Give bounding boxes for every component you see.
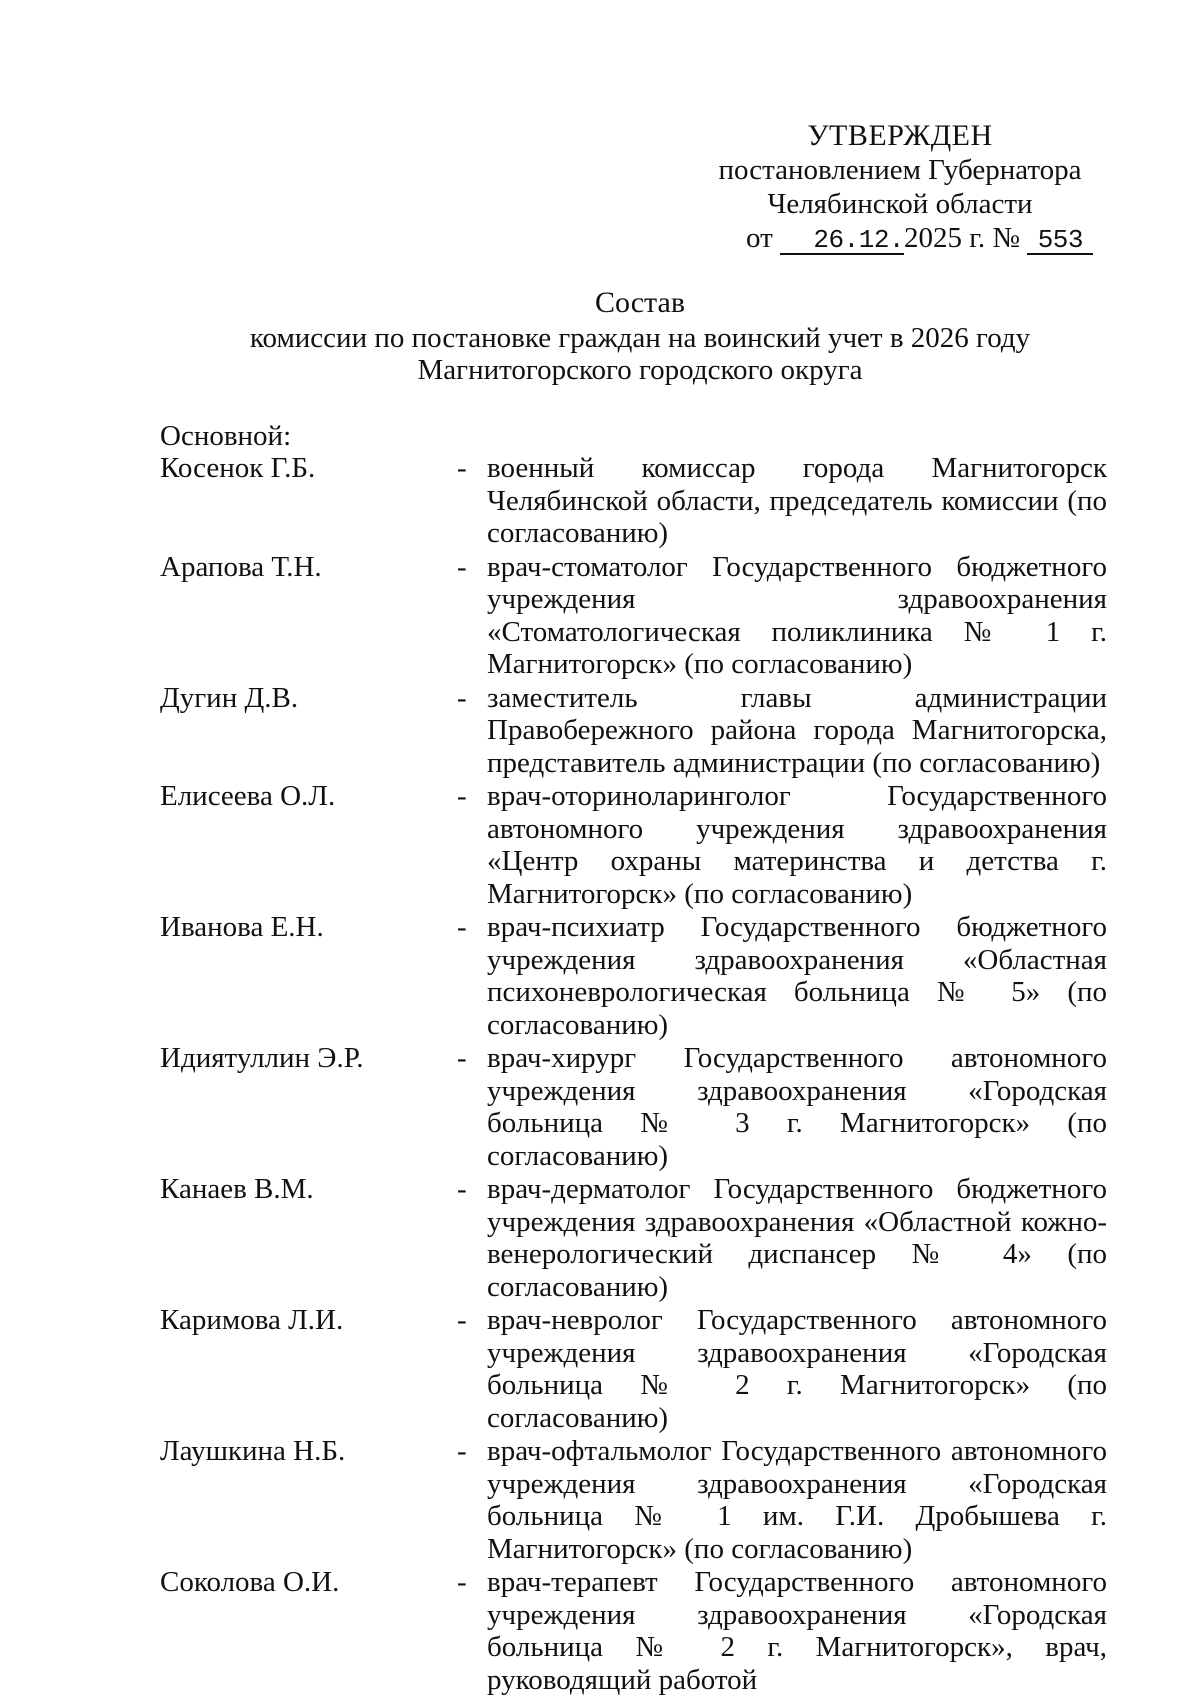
member-name: Арапова Т.Н.	[160, 550, 322, 583]
approval-block	[700, 119, 1100, 255]
member-name: Иванова Е.Н.	[160, 911, 324, 943]
member-dash: -	[457, 1435, 467, 1467]
member-row	[160, 911, 1110, 1041]
heading-line-1: комиссии по постановке граждан на воинский учет в 2026 году	[249, 322, 1031, 354]
member-row	[160, 780, 1110, 910]
heading-line-2: Магнитогорского городского округа	[417, 354, 863, 386]
member-dash: -	[457, 1042, 467, 1074]
member-name: Елисеева О.Л.	[160, 780, 336, 812]
member-dash: -	[457, 1304, 467, 1336]
member-name: Канаев В.М.	[160, 1173, 314, 1205]
member-row	[160, 452, 1110, 550]
member-role: врач-психиатр Государственного бюджетного учреждения здравоохранения «Областная психоневрологическая больница № 5» (по согласованию)	[487, 911, 1107, 1041]
number-sign: №	[992, 222, 1021, 254]
member-dash: -	[457, 1173, 467, 1205]
member-row	[160, 682, 1110, 780]
member-role: врач-терапевт Государственного автономного учреждения здравоохранения «Городская больница № 2 г. Магнитогорск», врач, руководящий работой	[487, 1566, 1107, 1696]
member-role: врач-невролог Государственного автономного учреждения здравоохранения «Городская больница № 2 г. Магнитогорск» (по согласованию)	[487, 1304, 1107, 1434]
member-row	[160, 1304, 1110, 1434]
approval-date-line	[700, 221, 1100, 255]
decree-date: 26.12.	[780, 227, 904, 255]
approval-line-2: Челябинской области	[767, 188, 1033, 220]
document-heading	[150, 287, 1130, 386]
member-dash: -	[457, 550, 467, 583]
member-dash: -	[457, 452, 467, 484]
member-role: врач-хирург Государственного автономного учреждения здравоохранения «Городская больница № 3 г. Магнитогорск» (по согласованию)	[487, 1042, 1107, 1172]
approval-title: УТВЕРЖДЕН	[807, 119, 993, 152]
heading-title: Состав	[594, 286, 686, 319]
member-role: врач-стоматолог Государственного бюджетного учреждения здравоохранения «Стоматологическая поликлиника № 1 г. Магнитогорск» (по согласованию)	[487, 550, 1107, 680]
member-name: Дугин Д.В.	[160, 681, 299, 714]
member-row	[160, 1042, 1110, 1172]
member-name: Каримова Л.И.	[160, 1304, 344, 1336]
member-role: заместитель главы администрации Правобережного района города Магнитогорска, представитель администрации (по согласованию)	[487, 681, 1107, 779]
member-dash: -	[457, 911, 467, 943]
member-row	[160, 551, 1110, 681]
member-name: Лаушкина Н.Б.	[160, 1435, 346, 1467]
from-label: от	[746, 222, 773, 254]
member-dash: -	[457, 1566, 467, 1598]
member-row	[160, 1435, 1110, 1565]
member-dash: -	[457, 780, 467, 812]
member-dash: -	[457, 681, 467, 714]
member-role: военный комиссар города Магнитогорск Челябинской области, председатель комиссии (по согласованию)	[487, 452, 1107, 549]
member-role: врач-офтальмолог Государственного автономного учреждения здравоохранения «Городская больница № 1 им. Г.И. Дробышева г. Магнитогорск» (по согласованию)	[487, 1435, 1107, 1565]
member-role: врач-дерматолог Государственного бюджетного учреждения здравоохранения «Областной кожно-венерологический диспансер № 4» (по согласованию)	[487, 1173, 1107, 1303]
approval-line-1: постановлением Губернатора	[718, 154, 1082, 186]
member-name: Косенок Г.Б.	[160, 452, 316, 484]
member-name: Соколова О.И.	[160, 1566, 340, 1598]
decree-year: 2025 г.	[904, 222, 986, 254]
members-list	[160, 420, 1110, 1697]
section-label: Основной:	[160, 420, 292, 452]
member-role: врач-оториноларинголог Государственного автономного учреждения здравоохранения «Центр охраны материнства и детства г. Магнитогорск» (по согласованию)	[487, 780, 1107, 910]
member-row	[160, 1566, 1110, 1696]
member-row	[160, 1173, 1110, 1303]
decree-number: 553	[1027, 227, 1093, 255]
member-name: Идиятуллин Э.Р.	[160, 1042, 364, 1074]
